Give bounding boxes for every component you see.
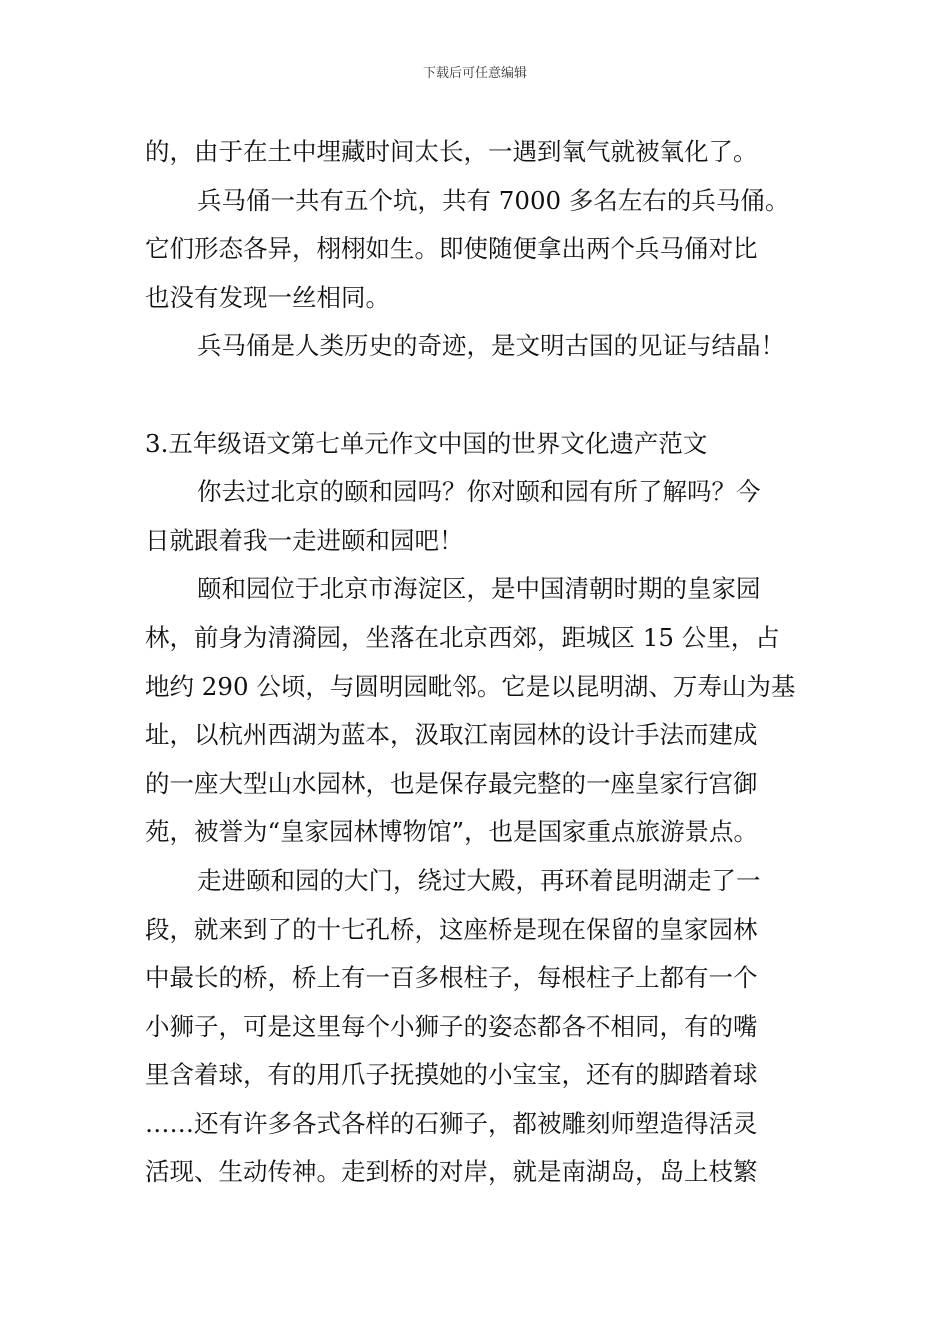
- text-line: 里含着球，有的用爪子抚摸她的小宝宝，还有的脚踏着球: [145, 1060, 758, 1090]
- paragraph-start-line: 兵马俑是人类历史的奇迹，是文明古国的见证与结晶！: [197, 331, 785, 361]
- text-line: 也没有发现一丝相同。: [145, 282, 390, 312]
- section-heading: 3.五年级语文第七单元作文中国的世界文化遗产范文: [145, 428, 708, 458]
- text-line: 林，前身为清漪园，坐落在北京西郊，距城区 15 公里，占: [145, 622, 780, 652]
- text-line: 的一座大型山水园林，也是保存最完整的一座皇家行宫御: [145, 768, 758, 798]
- paragraph-start-line: 颐和园位于北京市海淀区，是中国清朝时期的皇家园: [197, 574, 761, 604]
- paragraph-start-line: 你去过北京的颐和园吗？你对颐和园有所了解吗？今: [197, 477, 761, 507]
- text-line: 苑，被誉为“皇家园林博物馆”，也是国家重点旅游景点。: [145, 817, 759, 847]
- paragraph-start-line: 兵马俑一共有五个坑，共有 7000 多名左右的兵马俑。: [197, 185, 790, 215]
- text-line: 的，由于在土中埋藏时间太长，一遇到氧气就被氧化了。: [145, 137, 758, 166]
- blank-line: [145, 371, 810, 420]
- document-body: [145, 128, 810, 1197]
- paragraph-start-line: 走进颐和园的大门，绕过大殿，再环着昆明湖走了一: [197, 865, 761, 895]
- text-line: 小狮子，可是这里每个小狮子的姿态都各不相同，有的嘴: [145, 1011, 758, 1041]
- text-line: 中最长的桥，桥上有一百多根柱子，每根柱子上都有一个: [145, 963, 758, 993]
- text-line: 址，以杭州西湖为蓝本，汲取江南园林的设计手法而建成: [145, 720, 758, 750]
- page-header-note: 下载后可任意编辑: [422, 66, 527, 81]
- text-line: ……还有许多各式各样的石狮子，都被雕刻师塑造得活灵: [145, 1108, 758, 1138]
- text-line: 日就跟着我一走进颐和园吧！: [145, 525, 464, 555]
- text-line: 段，就来到了的十七孔桥，这座桥是现在保留的皇家园林: [145, 914, 758, 944]
- text-line: 地约 290 公顷，与圆明园毗邻。它是以昆明湖、万寿山为基: [145, 671, 796, 701]
- text-line: 活现、生动传神。走到桥的对岸，就是南湖岛，岛上枝繁: [145, 1157, 758, 1187]
- text-line: 它们形态各异，栩栩如生。即使随便拿出两个兵马俑对比: [145, 234, 758, 264]
